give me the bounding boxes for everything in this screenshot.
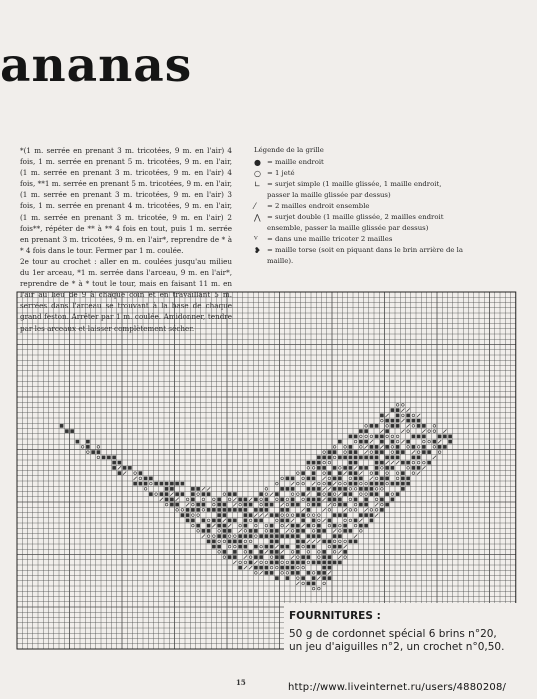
two-loops-icon: ⱽ <box>254 235 258 244</box>
twisted-stitch-icon: ❥ <box>254 246 261 255</box>
footer-url: http://www.liveinternet.ru/users/4880208/ <box>288 682 507 693</box>
legend-item-text: = 1 jeté <box>267 169 295 177</box>
legend-item-text: = 2 mailles endroit ensemble <box>267 202 370 210</box>
page-number: 15 <box>236 678 246 687</box>
legend-item <box>254 234 466 245</box>
open-circle-icon: ○ <box>254 169 261 178</box>
chart-legend <box>254 145 466 267</box>
legend-item <box>254 168 466 179</box>
supplies-block <box>289 610 519 655</box>
filled-circle-icon: ● <box>254 158 261 167</box>
caret-icon: ⋀ <box>254 213 261 222</box>
legend-item <box>254 157 466 168</box>
slash-icon: ⁄ <box>254 202 256 211</box>
legend-heading: Légende de la grille <box>254 146 324 154</box>
supplies-heading: FOURNITURES : <box>289 610 381 622</box>
legend-item-text: = surjet double (1 maille glissée, 2 mailles endroit ensemble, passer la maille glissée par dessus) <box>267 213 444 232</box>
page-title: ananas <box>0 38 193 93</box>
legend-item-text: = dans une maille tricoter 2 mailles <box>267 235 393 243</box>
legend-item <box>254 212 466 234</box>
supplies-line: 50 g de cordonnet spécial 6 brins n°20, <box>289 627 497 640</box>
legend-item <box>254 245 466 267</box>
supplies-line: un jeu d'aiguilles n°2, un crochet n°0,50. <box>289 641 505 653</box>
legend-item-text: = surjet simple (1 maille glissée, 1 maille endroit, passer la maille glissée par dessus) <box>267 180 442 199</box>
legend-item <box>254 201 466 212</box>
legend-item-text: = maille torse (soit en piquant dans le brin arrière de la maille). <box>267 246 463 265</box>
knitting-chart <box>16 291 519 659</box>
legend-item <box>254 179 466 201</box>
instructions-paragraph-2: 2e tour au crochet : aller en m. coulées jusqu'au milieu du 1er arceau, *1 m. serrée dans l'arceau, 9 m. en l'air*, reprendre de * à * tout le tour, mais en faisant 11 m. en l'air au lieu de 9 à chaque coin et en travaillant 5 m. serrées dans l'arceau se trouvant à la base de chaque grand feston. Arrêter par 1 m. coulée. Amidonner, tendre par les arceaux et laisser complètement sécher. <box>20 256 232 333</box>
instructions-paragraph-1: *(1 m. serrée en prenant 3 m. tricotées, 9 m. en l'air) 4 fois, 1 m. serrée en prenant 5 m. tricotées, 9 m. en l'air, (1 m. serrée en prenant 3 m. tricotées, 9 m. en l'air) 4 fois, **1 m. serrée en prenant 5 m. tricotées, 9 m. en l'air, (1 m. serrée en prenant 3 m. tricotées, 9 m. en l'air) 3 fois, 1 m. serrée en prenant 4 m. tricotées, 9 m. en l'air, (1 m. serrée en prenant 3 m. tricotée, 9 m. en l'air) 2 fois**, répéter de ** à ** 4 fois en tout, puis 1 m. serrée en prenant 3 m. tricotées, 9 m. en l'air*, reprendre de * à * 4 fois dans le tour. Fermer par 1 m. coulée. <box>20 146 232 255</box>
knitting-chart-grid <box>16 291 519 655</box>
chart-grid-lines <box>17 292 516 649</box>
surjet-simple-icon: ∟ <box>254 180 261 189</box>
legend-item-text: = maille endroit <box>267 158 324 166</box>
